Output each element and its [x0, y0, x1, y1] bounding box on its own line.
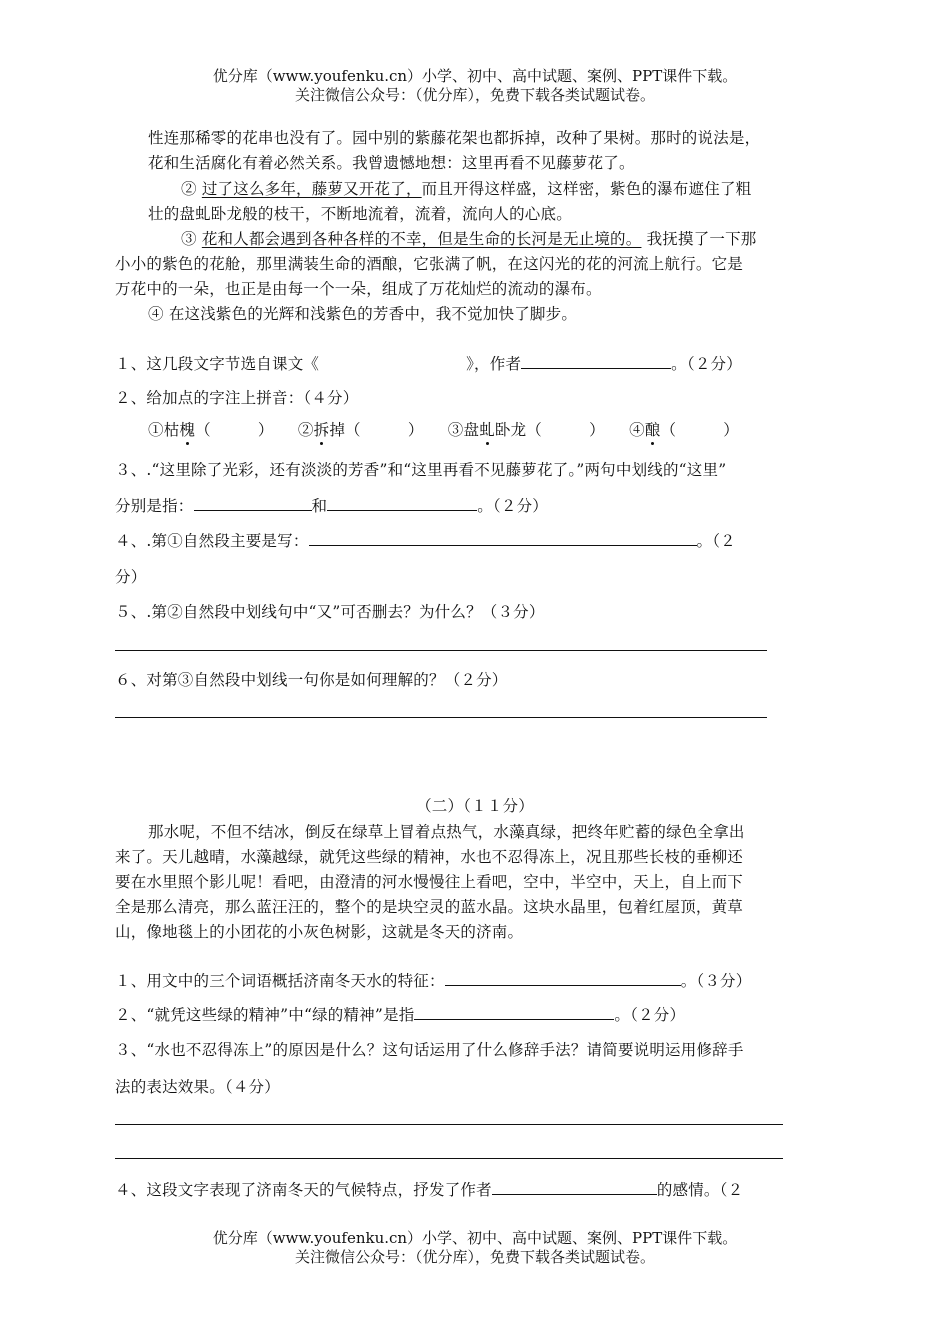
passage2-line-3: 要在水里照个影儿呢！看吧，由澄清的河水慢慢往上看吧，空中，半空中，天上，自上而下 [115, 873, 744, 891]
para2-rest: 而且开得这样盛，这样密，紫色的瀑布遮住了粗 [421, 180, 752, 198]
passage2-line-5: 山，像地毯上的小团花的小灰色树影，这就是冬天的济南。 [115, 923, 524, 941]
question-2: ２、给加点的字注上拼音：（４分） [115, 389, 359, 407]
passage1-line-2: 花和生活腐化有着必然关系。我曾遗憾地想：这里再看不见藤萝花了。 [148, 154, 635, 172]
passage1-line-1: 性连那稀零的花串也没有了。园中别的紫藤花架也都拆掉，改种了果树。那时的说法是， [148, 129, 761, 147]
passage1-para2-line-2: 壮的盘虬卧龙般的枝干，不断地流着，流着，流向人的心底。 [148, 205, 572, 223]
pinyin-blank-4[interactable]: （ ） [660, 421, 740, 439]
para2-number: ② [181, 180, 197, 198]
dotted-char-2: 拆 [313, 421, 330, 439]
passage1-para3-line-3: 万花中的一朵，也正是由每一个一朵，组成了万花灿烂的流动的瀑布。 [115, 280, 602, 298]
question-6: ６、对第③自然段中划线一句你是如何理解的？（２分） [115, 671, 508, 689]
part2-question-2: ２、“就凭这些绿的精神”中“绿的精神”是指 。（２分） [115, 1006, 686, 1024]
question-1-text-c: 。（２分） [671, 355, 742, 373]
part2-question-4: ４、这段文字表现了济南冬天的气候特点，抒发了作者 的感情。（２ [115, 1181, 744, 1199]
passage2-line-4: 全是那么清亮，那么蓝汪汪的，整个的是块空灵的蓝水晶。这块水晶里，包着红屋顶，黄草 [115, 898, 744, 916]
question-1-text-a: １、这几段文字节选自课文《 [115, 355, 320, 373]
pinyin-blank-1[interactable]: （ ） [195, 421, 274, 439]
pinyin-blank-2[interactable]: 掉（ ） [329, 421, 424, 439]
section-2-title: （二）（１１分） [416, 797, 534, 815]
question-1-text-b: 》，作者 [466, 355, 522, 373]
passage1-para3-line-2: 小小的紫色的花舱，那里满装生命的酒酿，它张满了帆，在这闪光的花的河流上航行。它是 [115, 255, 744, 273]
footer-line-1: 优分库（www.youfenku.cn）小学、初中、高中试题、案例、PPT课件下载。 [212, 1229, 738, 1247]
dotted-char-1: 槐 [179, 421, 196, 439]
part2-question-3-line-1: ３、“水也不忍得冻上”的原因是什么？这句话运用了什么修辞手法？请简要说明运用修辞手 [115, 1041, 744, 1059]
footer-line-2: 关注微信公众号：（优分库），免费下载各类试题试卷。 [294, 1248, 655, 1266]
question-3-line-1: ３、.“这里除了光彩，还有淡淡的芳香”和“这里再看不见藤萝花了。”两句中划线的“这里” [115, 461, 727, 479]
question-1 [115, 352, 742, 374]
answer-blank-3b[interactable] [327, 496, 477, 511]
para3-rest: 我抚摸了一下那 [646, 230, 757, 248]
passage2-line-2: 来了。天儿越晴，水藻越绿，就凭这些绿的精神，水也不忍得冻上，况且那些长枝的垂柳还 [115, 848, 744, 866]
part2-answer-line-3b[interactable] [115, 1158, 783, 1159]
dotted-char-4: 酿 [644, 421, 661, 439]
question-3-line-2: 分别是指： 和 。（２分） [115, 497, 548, 515]
header-line-1: 优分库（www.youfenku.cn）小学、初中、高中试题、案例、PPT课件下载。 [212, 67, 738, 85]
question-4: ４、.第①自然段主要是写： 。（２ [115, 532, 736, 550]
answer-blank-3a[interactable] [194, 496, 312, 511]
passage1-para4: ④ 在这浅紫色的光辉和浅紫色的芳香中，我不觉加快了脚步。 [148, 305, 578, 323]
part2-answer-blank-4[interactable] [492, 1180, 657, 1195]
passage1-para2-line-1 [181, 177, 751, 199]
part2-question-3-line-2: 法的表达效果。（４分） [115, 1078, 280, 1096]
answer-line-6[interactable] [115, 717, 767, 718]
passage1-para3-line-1 [181, 227, 757, 249]
author-blank[interactable] [521, 354, 671, 369]
passage2-line-1: 那水呢，不但不结冰，倒反在绿草上冒着点热气，水藻真绿，把终年贮蓄的绿色全拿出 [148, 823, 745, 841]
part2-answer-line-3a[interactable] [115, 1124, 783, 1125]
header-line-2: 关注微信公众号：（优分库），免费下载各类试题试卷。 [294, 86, 655, 104]
para3-underlined-sentence: 花和人都会遇到各种各样的不幸，但是生命的长河是无止境的。 [201, 230, 642, 248]
part2-question-1: １、用文中的三个词语概括济南冬天水的特征： 。（３分） [115, 972, 752, 990]
para3-number: ③ [181, 230, 197, 248]
answer-blank-4[interactable] [309, 531, 697, 546]
question-4-tail: 分） [115, 568, 147, 586]
answer-line-5[interactable] [115, 650, 767, 651]
dotted-char-3: 虬 [479, 421, 495, 439]
question-2-items: ①枯槐（ ） ②拆掉（ ） ③盘虬卧龙（ ） ④酿（ ） [148, 421, 740, 439]
pinyin-blank-3[interactable]: 卧龙（ ） [494, 421, 605, 439]
para2-underlined-sentence: 过了这么多年，藤萝又开花了， [201, 180, 422, 198]
part2-answer-blank-1[interactable] [445, 971, 681, 986]
part2-answer-blank-2[interactable] [414, 1005, 614, 1020]
question-5: ５、.第②自然段中划线句中“又”可否删去？为什么？（３分） [115, 603, 545, 621]
